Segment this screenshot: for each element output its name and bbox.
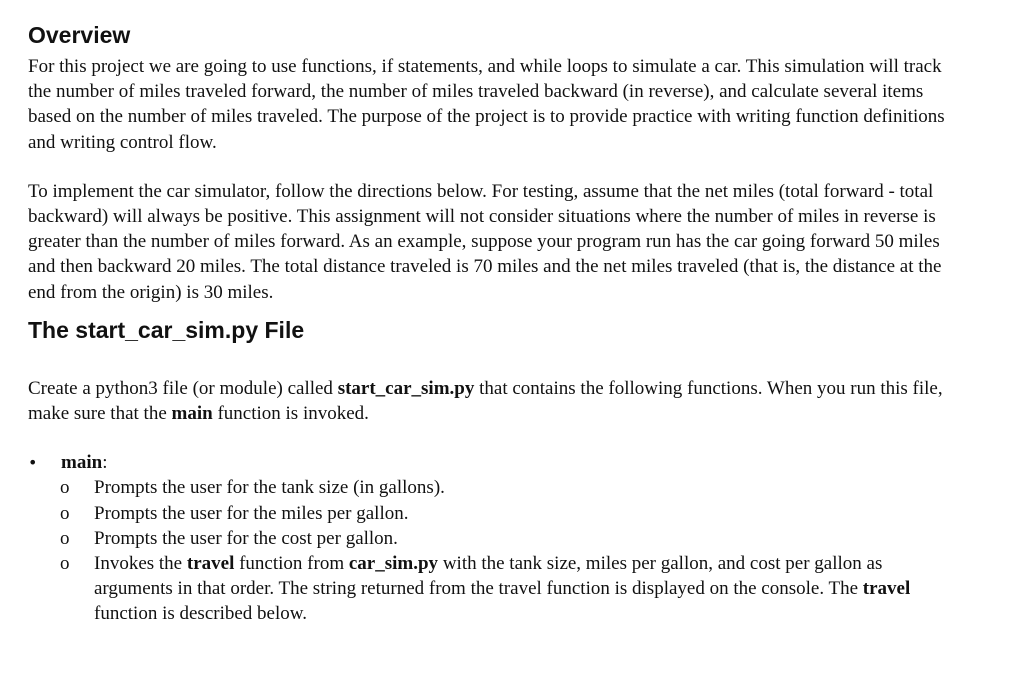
create-text-mid: that contains the following functions. When you run this file, make sure that the [28, 377, 943, 425]
function-list [28, 450, 958, 626]
create-text-post: function is invoked. [212, 403, 369, 425]
invoke-text-mid2: with the tank size, miles per gallon, and cost per gallon as arguments in that order. The string returned from the travel function is displayed on the console. The [94, 553, 883, 600]
step-miles-per-gallon: Prompts the user for the miles per gallon. [94, 502, 409, 524]
circle-bullet-icon: o [60, 527, 70, 549]
invoke-text-mid1: function from [234, 553, 349, 575]
travel-function-name-2: travel [862, 578, 911, 600]
circle-bullet-icon: o [60, 477, 70, 499]
filename-start-car-sim: start_car_sim.py [337, 377, 475, 399]
step-cost-per-gallon: Prompts the user for the cost per gallon. [94, 527, 398, 549]
list-item [28, 501, 958, 526]
main-colon: : [102, 452, 108, 474]
main-label [61, 450, 107, 475]
main-function-label: main [61, 452, 103, 474]
bullet-icon: • [28, 453, 38, 473]
invoke-text-pre: Invokes the [94, 553, 187, 575]
main-bullet-row [28, 450, 958, 475]
step-invoke-travel [94, 551, 958, 627]
create-file-paragraph [28, 376, 958, 426]
list-item [28, 551, 958, 627]
step-tank-size: Prompts the user for the tank size (in gallons). [94, 477, 445, 499]
circle-bullet-icon: o [60, 502, 70, 524]
travel-function-name: travel [186, 553, 235, 575]
overview-heading: Overview [28, 22, 131, 48]
main-function-name: main [171, 403, 213, 425]
circle-bullet-icon: o [60, 553, 70, 575]
filename-car-sim: car_sim.py [348, 553, 439, 575]
main-steps-list [28, 475, 958, 626]
invoke-text-post: function is described below. [94, 603, 307, 625]
create-text-pre: Create a python3 file (or module) called [28, 377, 338, 399]
list-item [28, 475, 958, 500]
overview-paragraph: For this project we are going to use functions, if statements, and while loops to simulate a car. This simulation will track the number of miles traveled forward, the number of miles traveled backward (in reverse), and calculate several items based on the number of miles traveled. The purpose of the project is to provide practice with writing function definitions and writing control flow. [28, 56, 945, 153]
implementation-paragraph: To implement the car simulator, follow the directions below. For testing, assume that the net miles (total forward - total backward) will always be positive. This assignment will not consider situations where the number of miles in reverse is greater than the number of miles forward. As an example, suppose your program run has the car going forward 50 miles and then backward 20 miles. The total distance traveled is 70 miles and the net miles traveled (that is, the distance at the end from the origin) is 30 miles. [28, 180, 942, 303]
file-section-heading: The start_car_sim.py File [28, 316, 305, 343]
list-item-main [28, 450, 958, 626]
document-page [28, 20, 958, 627]
list-item [28, 526, 958, 551]
